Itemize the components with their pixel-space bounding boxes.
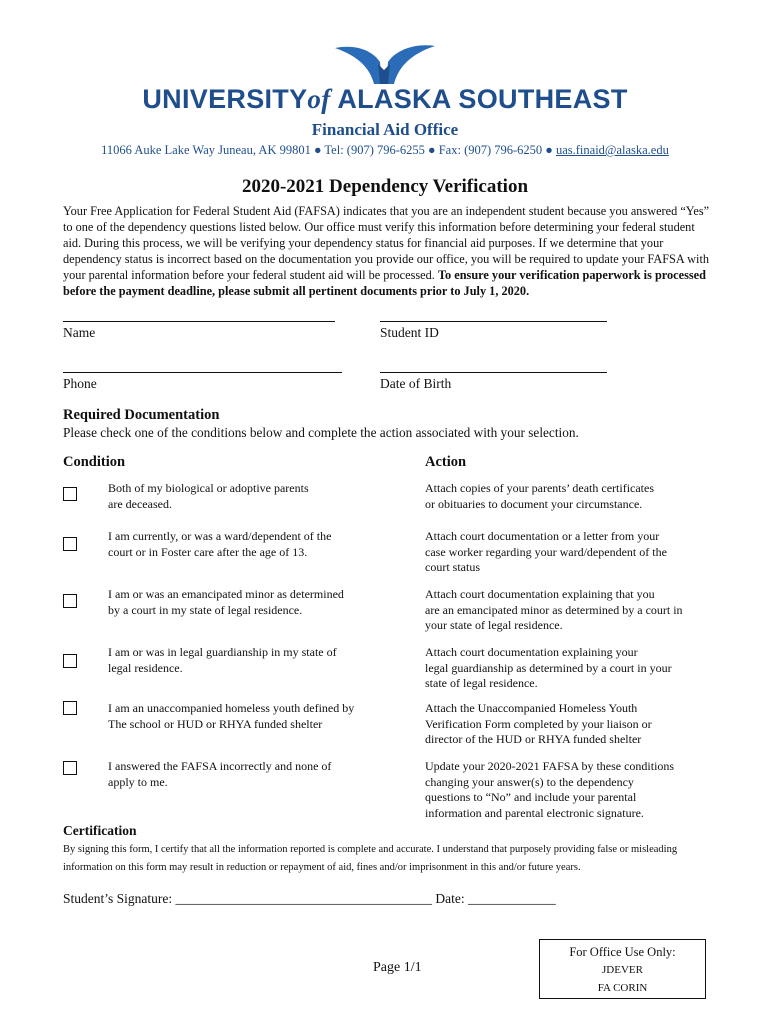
phone-label: Phone — [63, 376, 97, 391]
office-name: Financial Aid Office — [311, 120, 459, 139]
certification-text: By signing this form, I certify that all the information reported is complete and accurate. I understand that purposely providing false or misleading information on this form may result in reduction or repayment of aid, fines and/or imprisonment in this and/or future years. — [63, 844, 678, 873]
logo-part-of: of — [307, 84, 331, 114]
condition-text: Both of my biological or adoptive parents are deceased. — [108, 481, 309, 511]
email-link[interactable]: uas.finaid@alaska.edu — [555, 143, 669, 157]
student-id-label: Student ID — [380, 325, 439, 340]
university-logo-text — [0, 84, 770, 115]
contact-address: 11066 Auke Lake Way Juneau, AK 99801 ● Tel: (907) 796-6255 ● Fax: (907) 796-6250 ● — [101, 143, 553, 157]
logo-part-alaska: ALASKA SOUTHEAST — [337, 84, 628, 114]
action-text: Attach court documentation explaining that you are an emancipated minor as determined by a court in your state of legal residence. — [425, 587, 683, 632]
certification-heading: Certification — [63, 823, 137, 838]
condition-header: Condition — [63, 454, 126, 470]
dob-label: Date of Birth — [380, 376, 452, 391]
action-text: Attach copies of your parents’ death certificates or obituaries to document your circumstance. — [425, 481, 655, 511]
action-text: Attach court documentation explaining your legal guardianship as determined by a court in your state of legal residence. — [425, 645, 672, 690]
phone-field-line[interactable] — [63, 372, 342, 373]
signature-date-line[interactable]: Student’s Signature: ______________________________________ Date: _____________ — [63, 891, 556, 906]
condition-checkbox[interactable] — [63, 537, 77, 551]
condition-checkbox[interactable] — [63, 594, 77, 608]
required-doc-instruction: Please check one of the conditions below and complete the action associated with your selection. — [63, 425, 579, 440]
contact-info — [0, 143, 770, 158]
name-label: Name — [63, 325, 96, 340]
condition-checkbox[interactable] — [63, 701, 77, 715]
condition-checkbox[interactable] — [63, 654, 77, 668]
office-use-box — [539, 939, 706, 999]
page-title: 2020-2021 Dependency Verification — [241, 176, 529, 197]
action-text: Update your 2020-2021 FAFSA by these conditions changing your answer(s) to the dependency questions to “No” and include your parental information and parental electronic signature. — [425, 759, 675, 820]
dob-field-line[interactable] — [380, 372, 607, 373]
name-field-line[interactable] — [63, 321, 335, 322]
office-use-heading: For Office Use Only: — [569, 945, 676, 959]
condition-text: I am currently, or was a ward/dependent of the court or in Foster care after the age of 13. — [108, 529, 332, 559]
whale-tail-logo-icon — [330, 40, 440, 86]
intro-text: Your Free Application for Federal Student Aid (FAFSA) indicates that you are an independent student because you answered “Yes” to one of the dependency questions listed below. Our office must verify this information before determining your federal student aid. During this process, we will be verifying your dependency status for financial aid purposes. If we determine that your dependency status is incorrect based on the documentation you provide our office, you will be required to update your FAFSA with your parental information before your federal student aid will be processed. — [63, 204, 710, 282]
condition-text: I am an unaccompanied homeless youth defined by The school or HUD or RHYA funded shelter — [108, 701, 355, 731]
condition-checkbox[interactable] — [63, 761, 77, 775]
student-id-field-line[interactable] — [380, 321, 607, 322]
page-number: Page 1/1 — [373, 960, 422, 975]
condition-text: I am or was an emancipated minor as determined by a court in my state of legal residence. — [108, 587, 344, 617]
office-use-line: JDEVER — [602, 964, 643, 976]
office-use-line: FA CORIN — [597, 982, 648, 994]
intro-deadline-note: To ensure your verification paperwork is processed before the payment deadline, please submit all pertinent documents prior to July 1, 2020. — [63, 268, 706, 298]
logo-part-university: UNIVERSITY — [142, 84, 308, 114]
condition-text: I answered the FAFSA incorrectly and none of apply to me. — [108, 759, 332, 789]
intro-paragraph — [63, 203, 711, 299]
action-text: Attach court documentation or a letter from your case worker regarding your ward/dependent of the court status — [425, 529, 667, 574]
action-header: Action — [425, 454, 467, 470]
condition-text: I am or was in legal guardianship in my state of legal residence. — [108, 645, 337, 675]
required-doc-heading: Required Documentation — [63, 407, 220, 423]
condition-checkbox[interactable] — [63, 487, 77, 501]
action-text: Attach the Unaccompanied Homeless Youth Verification Form completed by your liaison or director of the HUD or RHYA funded shelter — [425, 701, 652, 746]
